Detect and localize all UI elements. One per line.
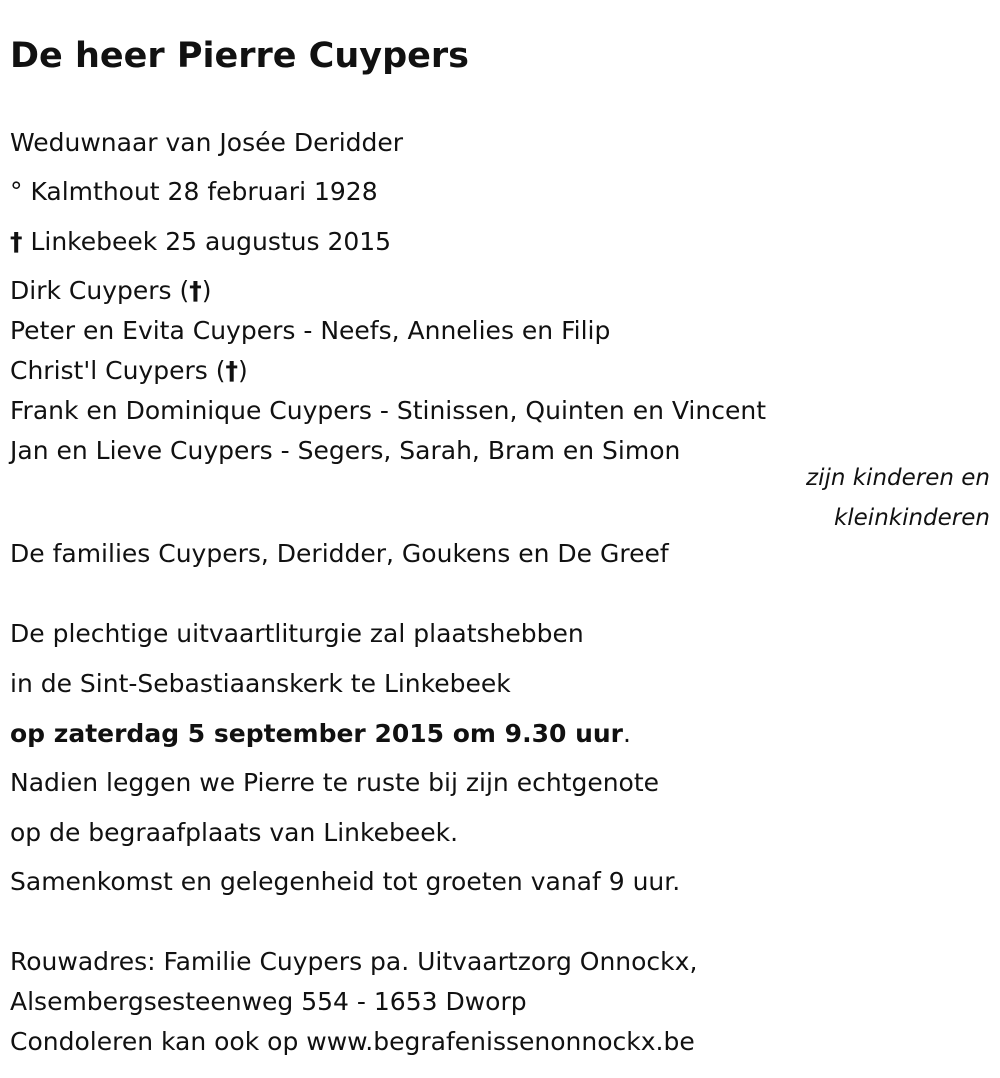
funeral-datetime: op zaterdag 5 september 2015 om 9.30 uur <box>10 719 623 748</box>
cross-icon: † <box>10 227 23 256</box>
families-line: De families Cuypers, Deridder, Goukens en De Greef <box>10 539 669 568</box>
child-line-4: Frank en Dominique Cuypers - Stinissen, Quinten en Vincent <box>10 396 766 425</box>
relation-label <box>806 458 990 538</box>
funeral-line-6: Samenkomst en gelegenheid tot groeten vanaf 9 uur. <box>10 867 681 896</box>
funeral-line-2: in de Sint-Sebastiaanskerk te Linkebeek <box>10 669 511 698</box>
child-suffix: ) <box>201 276 212 305</box>
funeral-datetime-period: . <box>623 719 631 748</box>
address-line-2: Alsembergsesteenweg 554 - 1653 Dworp <box>10 987 527 1016</box>
funeral-line-4: Nadien leggen we Pierre te ruste bij zijn echtgenote <box>10 768 660 797</box>
child-name: Christ'l Cuypers ( <box>10 356 226 385</box>
death-text: Linkebeek 25 augustus 2015 <box>22 227 392 256</box>
child-suffix: ) <box>237 356 248 385</box>
cross-icon: † <box>225 356 238 385</box>
address-line-3: Condoleren kan ook op www.begrafenissenonnockx.be <box>10 1027 695 1056</box>
child-line-3 <box>10 354 248 388</box>
spouse-line: Weduwnaar van Josée Deridder <box>10 128 404 157</box>
relation-line-1: zijn kinderen en <box>806 465 990 491</box>
address-line-1: Rouwadres: Familie Cuypers pa. Uitvaartzorg Onnockx, <box>10 947 698 976</box>
birth-line: ° Kalmthout 28 februari 1928 <box>10 177 378 206</box>
child-line-2: Peter en Evita Cuypers - Neefs, Annelies en Filip <box>10 316 611 345</box>
child-line-5: Jan en Lieve Cuypers - Segers, Sarah, Bram en Simon <box>10 436 681 465</box>
death-line <box>10 225 391 259</box>
funeral-datetime-line <box>10 717 631 751</box>
funeral-line-5: op de begraafplaats van Linkebeek. <box>10 818 459 847</box>
funeral-line-1: De plechtige uitvaartliturgie zal plaatshebben <box>10 619 584 648</box>
relation-line-2: kleinkinderen <box>833 505 990 531</box>
child-name: Dirk Cuypers ( <box>10 276 190 305</box>
child-line-1 <box>10 274 212 308</box>
cross-icon: † <box>189 276 202 305</box>
deceased-name: De heer Pierre Cuypers <box>10 36 469 76</box>
